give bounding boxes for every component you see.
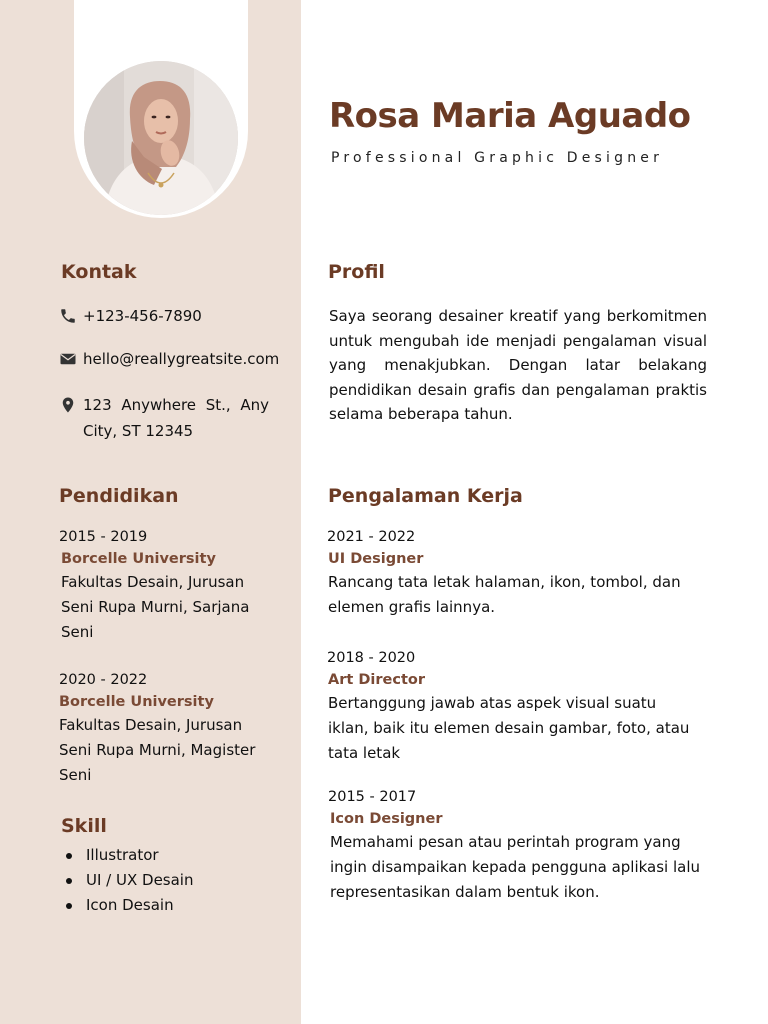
education-school: Borcelle University xyxy=(61,551,216,567)
profile-photo xyxy=(84,61,238,215)
experience-detail: Rancang tata letak halaman, ikon, tombol, dan elemen grafis lainnya. xyxy=(328,573,681,616)
phone-number[interactable]: +123-456-7890 xyxy=(83,307,202,325)
skill-item: UI / UX Desain xyxy=(66,868,193,893)
education-years: 2020 - 2022 xyxy=(59,672,148,688)
skills-list xyxy=(66,843,193,918)
experience-item xyxy=(327,647,717,766)
education-heading: Pendidikan xyxy=(59,485,179,507)
bullet-icon xyxy=(66,903,72,909)
street-address: 123 Anywhere St., Any City, ST 12345 xyxy=(83,396,269,440)
education-item xyxy=(59,669,269,788)
experience-years: 2021 - 2022 xyxy=(327,529,416,545)
experience-detail: Bertanggung jawab atas aspek visual suatu iklan, baik itu elemen desain gambar, foto, atau tata letak xyxy=(328,694,690,762)
education-years: 2015 - 2019 xyxy=(59,529,148,545)
experience-role: Icon Designer xyxy=(330,811,443,827)
education-school: Borcelle University xyxy=(59,694,214,710)
education-detail: Fakultas Desain, Jurusan Seni Rupa Murni, Sarjana Seni xyxy=(61,573,250,641)
education-detail: Fakultas Desain, Jurusan Seni Rupa Murni, Magister Seni xyxy=(59,716,256,784)
experience-role: Art Director xyxy=(328,672,425,688)
experience-item xyxy=(327,526,717,620)
skill-item: Icon Desain xyxy=(66,893,193,918)
phone-icon xyxy=(59,307,77,325)
contact-heading: Kontak xyxy=(61,261,137,283)
experience-detail: Memahami pesan atau perintah program yang ingin disampaikan kepada pengguna aplikasi lalu representasikan dalam bentuk ikon. xyxy=(330,833,701,901)
candidate-name: Rosa Maria Aguado xyxy=(329,96,691,136)
job-title: Professional Graphic Designer xyxy=(331,150,664,166)
contact-email xyxy=(59,346,279,372)
profile-heading: Profil xyxy=(328,261,385,283)
education-item xyxy=(59,526,269,645)
experience-years: 2015 - 2017 xyxy=(328,789,417,805)
experience-role: UI Designer xyxy=(328,551,424,567)
profile-summary: Saya seorang desainer kreatif yang berkomitmen untuk mengubah ide menjadi pengalaman visual yang menakjubkan. Dengan latar belakang pendidikan desain grafis dan pengalaman praktis selama beberapa tahun. xyxy=(329,307,707,423)
skills-heading: Skill xyxy=(61,815,107,837)
bullet-icon xyxy=(66,853,72,859)
mail-icon xyxy=(59,350,77,368)
contact-phone xyxy=(59,303,202,329)
skill-item: Illustrator xyxy=(66,843,193,868)
experience-years: 2018 - 2020 xyxy=(327,650,416,666)
bullet-icon xyxy=(66,878,72,884)
experience-heading: Pengalaman Kerja xyxy=(328,485,523,507)
location-pin-icon xyxy=(59,396,77,414)
email-address[interactable]: hello@reallygreatsite.com xyxy=(83,350,280,368)
experience-item xyxy=(327,786,717,905)
contact-address xyxy=(59,392,269,444)
